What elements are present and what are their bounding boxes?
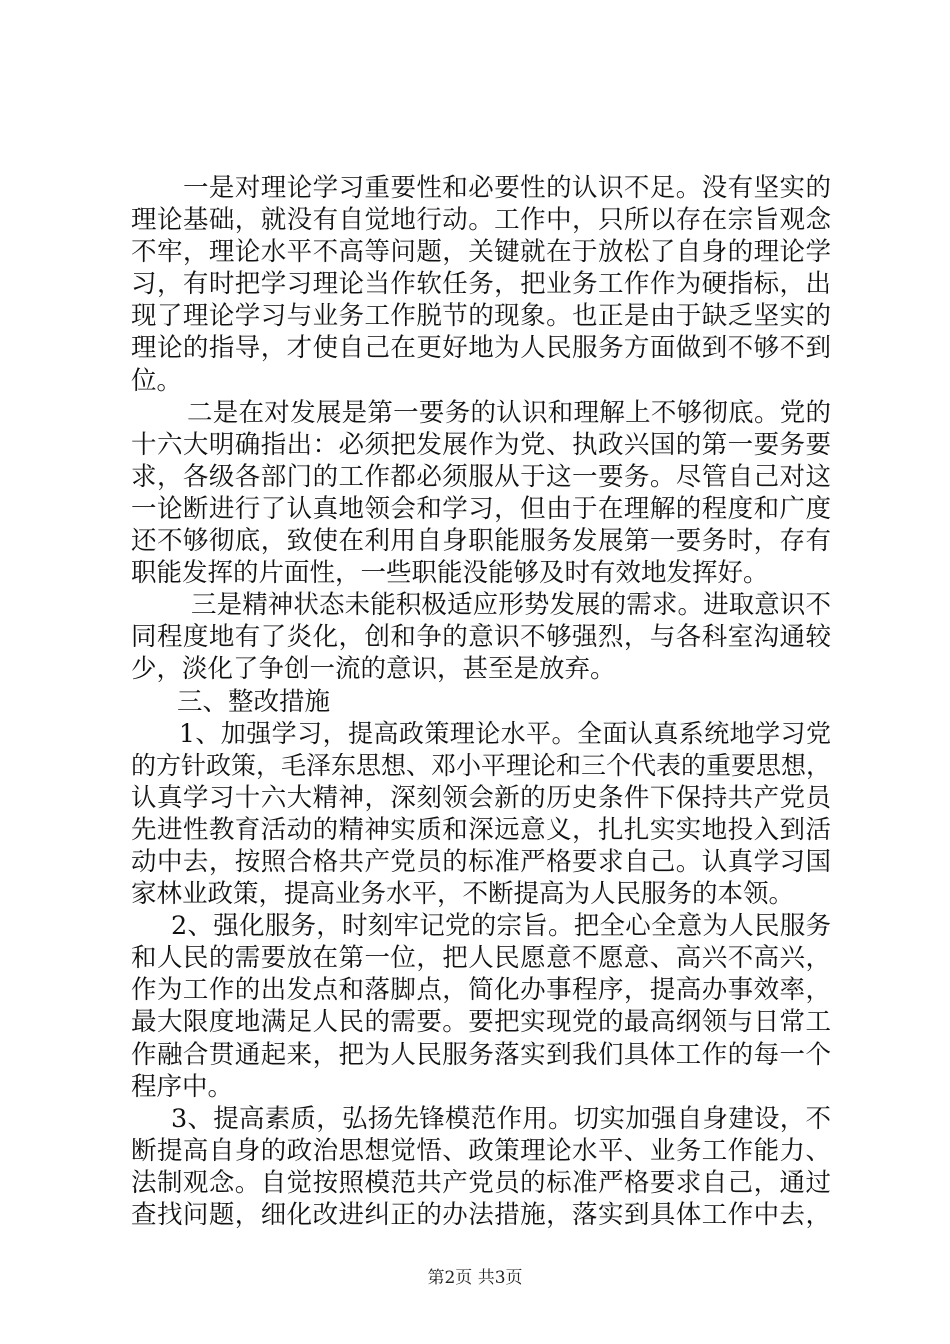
paragraph-measure-2 xyxy=(131,910,831,1103)
text-line: 作为工作的出发点和落脚点，简化办事程序，提高办事效率， xyxy=(131,975,831,1006)
heading-text: 三、整改措施 xyxy=(177,686,331,717)
text-line: 程序中。 xyxy=(131,1071,234,1102)
text-line: 位。 xyxy=(131,365,183,396)
text-line: 2、强化服务，时刻牢记党的宗旨。把全心全意为人民服务 xyxy=(171,911,831,942)
paragraph-2 xyxy=(131,397,831,590)
text-line: 3、提高素质，弘扬先锋模范作用。切实加强自身建设，不 xyxy=(171,1103,831,1134)
text-line: 断提高自身的政治思想觉悟、政策理论水平、业务工作能力、 xyxy=(131,1135,831,1166)
text-line: 和人民的需要放在第一位，把人民愿意不愿意、高兴不高兴， xyxy=(131,943,831,974)
text-line: 最大限度地满足人民的需要。要把实现党的最高纲领与日常工 xyxy=(131,1007,831,1038)
text-line: 的方针政策，毛泽东思想、邓小平理论和三个代表的重要思想， xyxy=(131,750,832,780)
text-line: 求，各级各部门的工作都必须服从于这一要务。尽管自己对这 xyxy=(131,461,831,492)
text-line: 法制观念。自觉按照模范共产党员的标准严格要求自己，通过 xyxy=(131,1167,831,1198)
text-line: 理论基础，就没有自觉地行动。工作中，只所以存在宗旨观念 xyxy=(131,205,831,236)
paragraph-measure-1 xyxy=(131,718,831,911)
text-line: 一论断进行了认真地领会和学习，但由于在理解的程度和广度 xyxy=(131,493,831,524)
text-line: 家林业政策，提高业务水平，不断提高为人民服务的本领。 xyxy=(131,879,795,910)
text-line: 现了理论学习与业务工作脱节的现象。也正是由于缺乏坚实的 xyxy=(131,301,831,332)
text-line: 理论的指导，才使自己在更好地为人民服务方面做到不够不到 xyxy=(131,333,831,364)
text-line: 不牢，理论水平不高等问题，关键就在于放松了自身的理论学 xyxy=(131,237,831,268)
text-line: 一是对理论学习重要性和必要性的认识不足。没有坚实的 xyxy=(183,173,831,203)
text-line: 动中去，按照合格共产党员的标准严格要求自己。认真学习国 xyxy=(131,846,831,877)
paragraph-1 xyxy=(131,172,831,397)
section-heading xyxy=(131,686,831,718)
text-line: 二是在对发展是第一要务的认识和理解上不够彻底。党的 xyxy=(187,397,831,428)
text-line: 认真学习十六大精神，深刻领会新的历史条件下保持共产党员 xyxy=(131,782,831,813)
text-line: 查找问题，细化改进纠正的办法措施，落实到具体工作中去， xyxy=(131,1200,831,1230)
text-line: 十六大明确指出：必须把发展作为党、执政兴国的第一要务要 xyxy=(131,429,831,460)
text-line: 少，淡化了争创一流的意识，甚至是放弃。 xyxy=(131,654,616,685)
page-footer: 第2页 共3页 xyxy=(427,1268,523,1288)
paragraph-measure-3 xyxy=(131,1103,831,1231)
text-line: 习，有时把学习理论当作软任务，把业务工作作为硬指标，出 xyxy=(131,269,831,300)
text-line: 三是精神状态未能积极适应形势发展的需求。进取意识不 xyxy=(191,590,831,621)
text-line: 先进性教育活动的精神实质和深远意义，扎扎实实地投入到活 xyxy=(131,814,831,845)
document-body xyxy=(131,172,831,1231)
text-line: 还不够彻底，致使在利用自身职能服务发展第一要务时，存有 xyxy=(131,526,831,557)
text-line: 作融合贯通起来，把为人民服务落实到我们具体工作的每一个 xyxy=(131,1039,831,1070)
text-line: 1、加强学习，提高政策理论水平。全面认真系统地学习党 xyxy=(179,718,831,748)
text-line: 同程度地有了炎化，创和争的意识不够强烈，与各科室沟通较 xyxy=(131,622,831,653)
text-line: 职能发挥的片面性，一些职能没能够及时有效地发挥好。 xyxy=(131,558,769,589)
paragraph-3 xyxy=(131,589,831,685)
